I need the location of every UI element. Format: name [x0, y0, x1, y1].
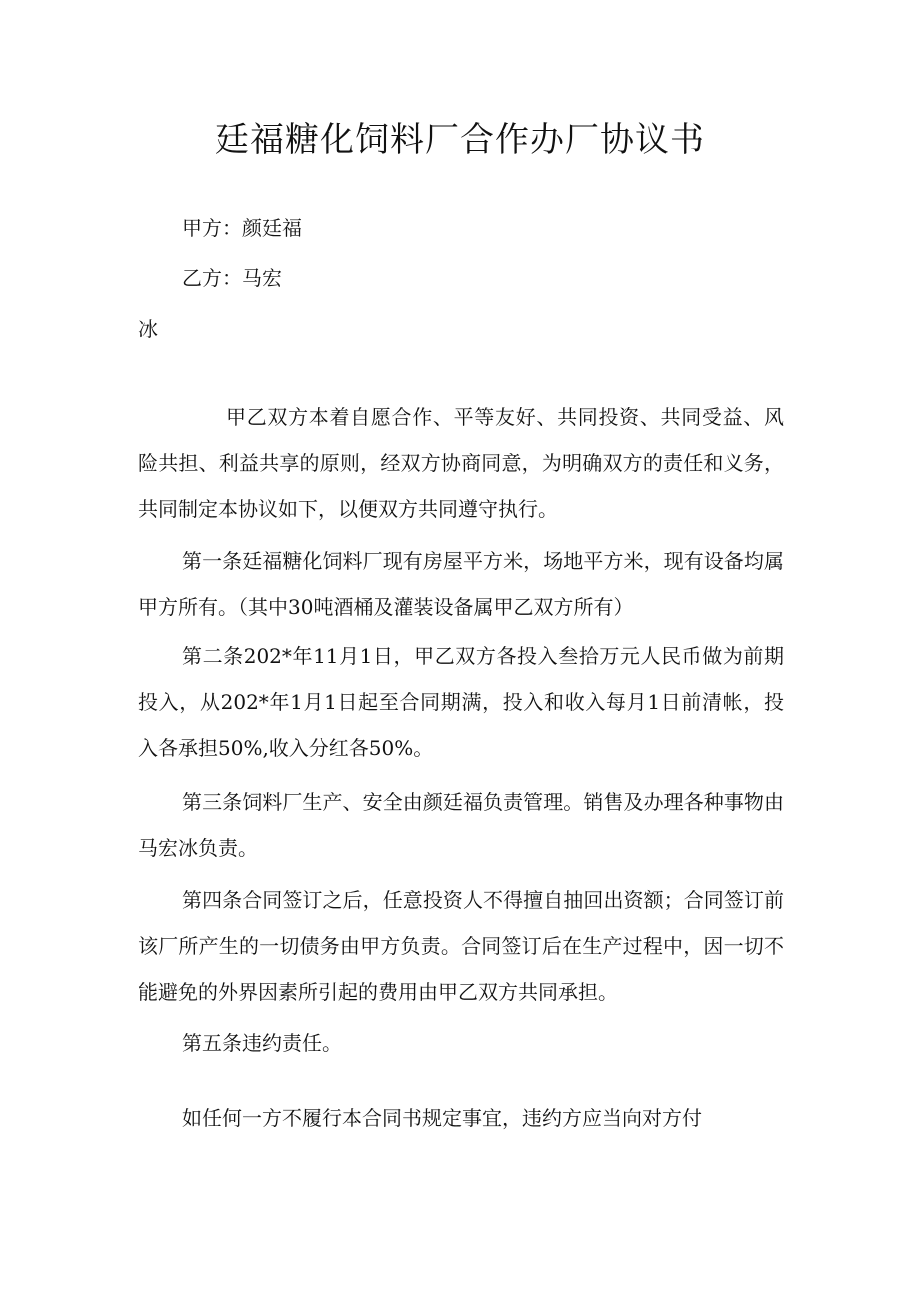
- party-a: 甲方：颜廷福: [182, 216, 302, 240]
- article-4: 第四条合同签订之后，任意投资人不得擅自抽回出资额；合同签订前该厂所产生的一切债务由甲方负责。合同签订后在生产过程中，因一切不能避免的外界因素所引起的费用由甲乙双方共同承担。: [138, 888, 784, 1004]
- party-b: 乙方：马宏: [182, 266, 282, 290]
- article-5: 第五条违约责任。: [182, 1031, 342, 1055]
- preamble-paragraph: 甲乙双方本着自愿合作、平等友好、共同投资、共同受益、风险共担、利益共享的原则，经双方协商同意，为明确双方的责任和义务，共同制定本协议如下，以便双方共同遵守执行。: [138, 405, 784, 521]
- breach-clause: 如任何一方不履行本合同书规定事宜，违约方应当向对方付: [182, 1106, 702, 1130]
- document-title: 廷福糖化饲料厂合作办厂协议书: [215, 120, 705, 160]
- party-b-continued: 冰: [138, 317, 158, 341]
- article-2: 第二条202*年11月1日，甲乙双方各投入叁拾万元人民币做为前期投入，从202*年1月1日起至合同期满，投入和收入每月1日前清帐，投入各承担50%,收入分红各50%。: [138, 644, 784, 760]
- article-3: 第三条饲料厂生产、安全由颜廷福负责管理。销售及办理各种事物由马宏冰负责。: [138, 790, 784, 860]
- article-1: 第一条廷福糖化饲料厂现有房屋平方米，场地平方米，现有设备均属甲方所有。（其中30吨酒桶及灌装设备属甲乙双方所有）: [138, 549, 784, 619]
